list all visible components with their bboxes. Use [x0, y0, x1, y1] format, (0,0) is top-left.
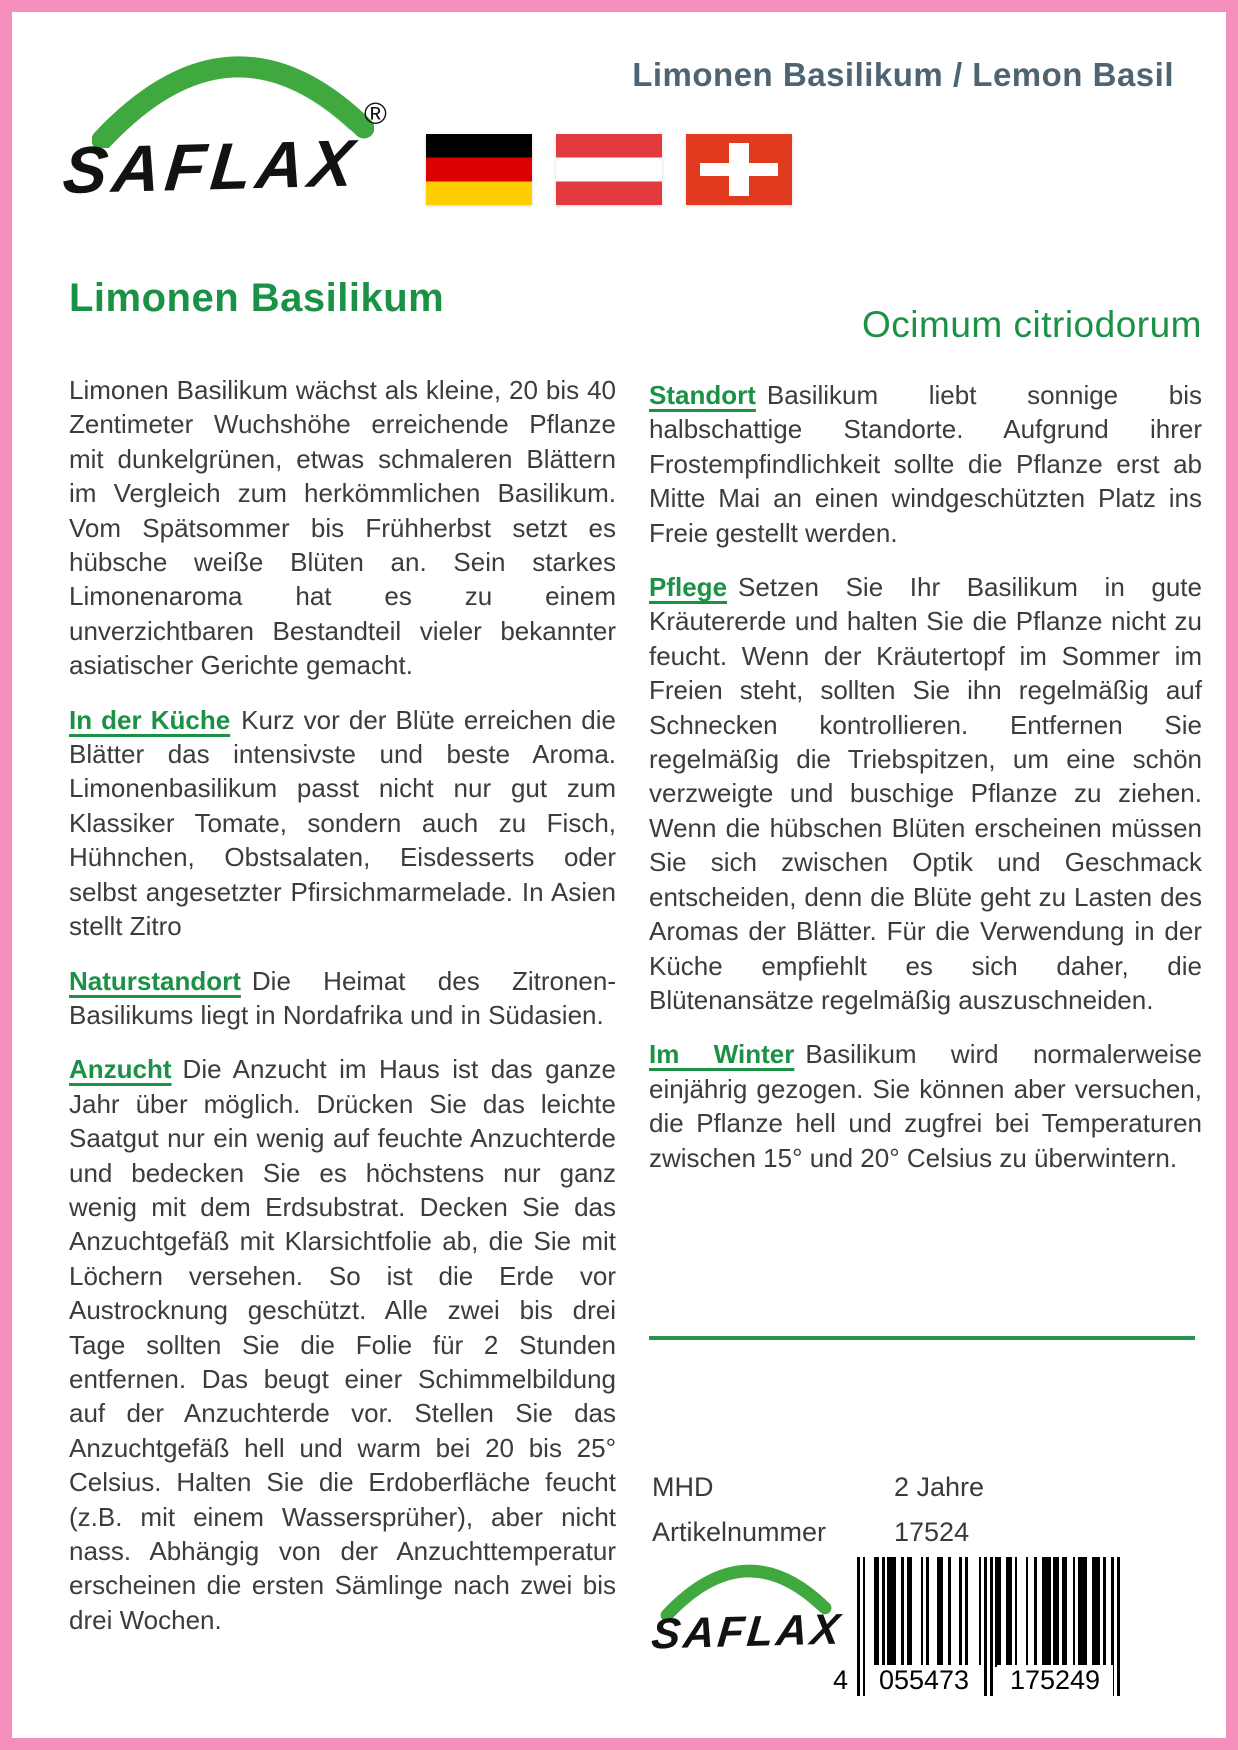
saflax-wordmark: SAFLAX	[59, 125, 362, 208]
barcode-digits-left: 055473	[866, 1665, 982, 1696]
section-label: Pflege	[649, 572, 728, 603]
registered-trademark-icon: ®	[364, 96, 387, 131]
section-label: Anzucht	[69, 1054, 172, 1085]
section-label: Im Winter	[649, 1039, 795, 1070]
section-text: Setzen Sie Ihr Basilikum in gute Kräutererde und halten Sie die Pflanze nicht zu feucht. Wenn der Kräutertopf im Sommer im Freien steht, sollten Sie ihn regelmäßig auf Schnecken kontrollieren. Entfernen Sie regelmäßig die Triebspitzen, um eine schön verzweigte und buschige Pflanze zu ziehen. Wenn die hübschen Blüten erscheinen müssen Sie sich zwischen Optik und Geschmack entscheiden, denn die Blüte geht zu Lasten des Aromas der Blätter. Für die Verwendung in der Küche empfiehlt es sich daher, die Blütenansätze regelmäßig auszuschneiden.	[649, 572, 1202, 1015]
section-label: Naturstandort	[69, 965, 241, 996]
section-naturstandort	[69, 964, 616, 1033]
mhd-label: MHD	[652, 1472, 714, 1502]
section-standort	[649, 378, 1202, 550]
section-in-der-kueche	[69, 703, 616, 944]
barcode-digit-first: 4	[833, 1665, 849, 1695]
section-label: Standort	[649, 380, 756, 410]
section-anzucht	[69, 1052, 616, 1637]
language-flags	[426, 134, 792, 205]
section-text: Die Anzucht im Haus ist das ganze Jahr über möglich. Drücken Sie das leichte Saatgut nur ein wenig auf feuchte Anzuchterde und bedecken Sie es höchstens nur ganz wenig mit dem Erdsubstrat. Decken Sie das Anzuchtgefäß mit Klarsichtfolie ab, die Sie mit Löchern versehen. So ist die Erde vor Austrocknung geschützt. Alle zwei bis drei Tage sollten Sie die Folie für 2 Stunden entfernen. Das beugt einer Schimmelbildung auf der Anzuchterde vor. Stellen Sie das Anzuchtgefäß hell und warm bei 20 bis 25° Celsius. Halten Sie die Erdoberfläche feucht (z.B. mit einem Wassersprüher), aber nicht nass. Abhängig von der Anzuchttemperatur erscheinen die ersten Sämlinge nach zwei bis drei Wochen.	[69, 1054, 616, 1635]
flag-germany-icon	[426, 134, 532, 205]
flag-austria-icon	[556, 134, 662, 205]
ean-barcode	[833, 1557, 1121, 1697]
section-text: Basilikum liebt sonnige bis halbschattige Standorte. Aufgrund ihrer Frostempfindlichkeit sollte die Pflanze erst ab Mitte Mai an einen windgeschützten Platz ins Freie gestellt werden.	[649, 380, 1202, 548]
variety-heading: Limonen Basilikum	[69, 276, 445, 320]
mhd-value: 2 Jahre	[894, 1472, 985, 1502]
section-text: Kurz vor der Blüte erreichen die Blätter das intensivste und beste Aroma. Limonenbasilikum passt nicht nur gut zum Klassiker Tomate, sondern auch zu Fisch, Hühnchen, Obstsalaten, Eisdesserts oder selbst angesetzter Pfirsichmarmelade. In Asien stellt Zitro	[69, 704, 616, 942]
section-text: Basilikum wird normalerweise einjährig gezogen. Sie können aber versuchen, die Pflanze hell und zugfrei bei Temperaturen zwischen 15° und 20° Celsius zu überwintern.	[649, 1039, 1203, 1173]
right-column	[649, 304, 1202, 1195]
section-label: In der Küche	[69, 704, 231, 735]
intro-paragraph: Limonen Basilikum wächst als kleine, 20 bis 40 Zentimeter Wuchshöhe erreichende Pflanze mit dunkelgrünen, etwas schmaleren Blättern im Vergleich zum herkömmlichen Basilikum. Vom Spätsommer bis Frühherbst setzt es hübsche weiße Blüten an. Sein starkes Limonenaroma hat es zu einem unverzichtbaren Bestandteil vieler bekannter asiatischer Gerichte gemacht.	[69, 375, 616, 681]
section-im-winter	[649, 1037, 1202, 1175]
section-text: Die Heimat des Zitronen-Basilikums liegt in Nordafrika und in Südasien.	[69, 965, 616, 1030]
article-number-value: 17524	[894, 1517, 970, 1547]
green-divider-line	[649, 1336, 1195, 1340]
barcode-digits-right: 175249	[997, 1665, 1113, 1696]
page-title: Limonen Basilikum / Lemon Basil	[632, 56, 1174, 93]
left-column	[69, 276, 616, 1657]
flag-switzerland-icon	[686, 134, 792, 205]
section-pflege	[649, 570, 1202, 1017]
article-number-label: Artikelnummer	[652, 1517, 827, 1547]
botanical-name-heading: Ocimum citriodorum	[862, 304, 1202, 345]
saflax-wordmark-small: SAFLAX	[649, 1605, 845, 1659]
